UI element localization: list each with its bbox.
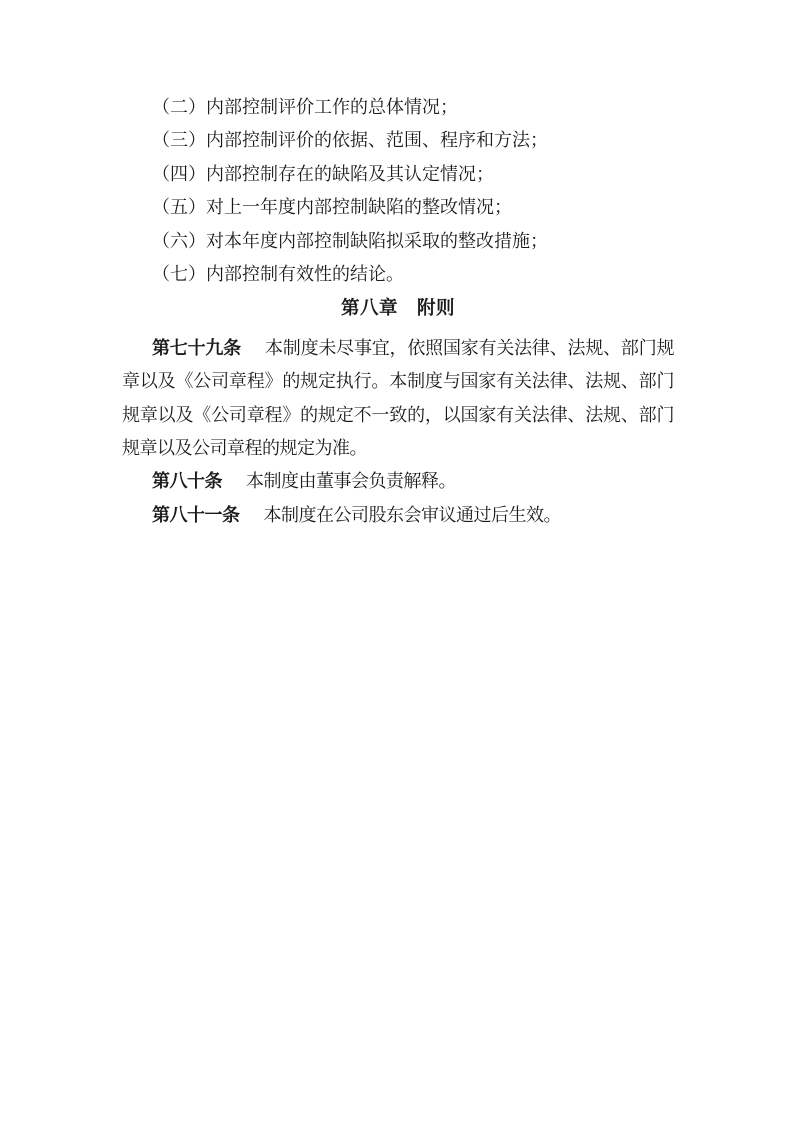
list-item-2: （二）内部控制评价工作的总体情况； xyxy=(152,97,458,117)
article-79 xyxy=(122,332,674,466)
chapter-heading: 第八章 附则 xyxy=(340,299,455,320)
list-item-5: （五）对上一年度内部控制缺陷的整改情况； xyxy=(152,197,512,218)
article-79-text: 本制度未尽事宜，依照国家有关法律、法规、部门规章以及《公司章程》的规定执行。本制度与国家有关法律、法规、部门规章以及《公司章程》的规定不一致的，以国家有关法律、法规、部门规章以及公司章程的规定为准。 xyxy=(122,337,675,459)
list-item-6: （六）对本年度内部控制缺陷拟采取的整改措施； xyxy=(152,230,548,251)
article-79-number: 第七十九条 xyxy=(152,337,241,358)
document-content xyxy=(0,0,794,532)
article-81 xyxy=(122,499,674,532)
article-81-text: 本制度在公司股东会审议通过后生效。 xyxy=(263,504,561,525)
list-item-3: （三）内部控制评价的依据、范围、程序和方法； xyxy=(152,130,548,151)
list-item-7: （七）内部控制有效性的结论。 xyxy=(152,264,404,285)
article-81-number: 第八十一条 xyxy=(152,504,240,525)
article-80-text: 本制度由董事会负责解释。 xyxy=(246,471,456,492)
article-80 xyxy=(122,465,674,498)
list-item-4: （四）内部控制存在的缺陷及其认定情况； xyxy=(152,163,494,184)
article-80-number: 第八十条 xyxy=(152,471,222,492)
